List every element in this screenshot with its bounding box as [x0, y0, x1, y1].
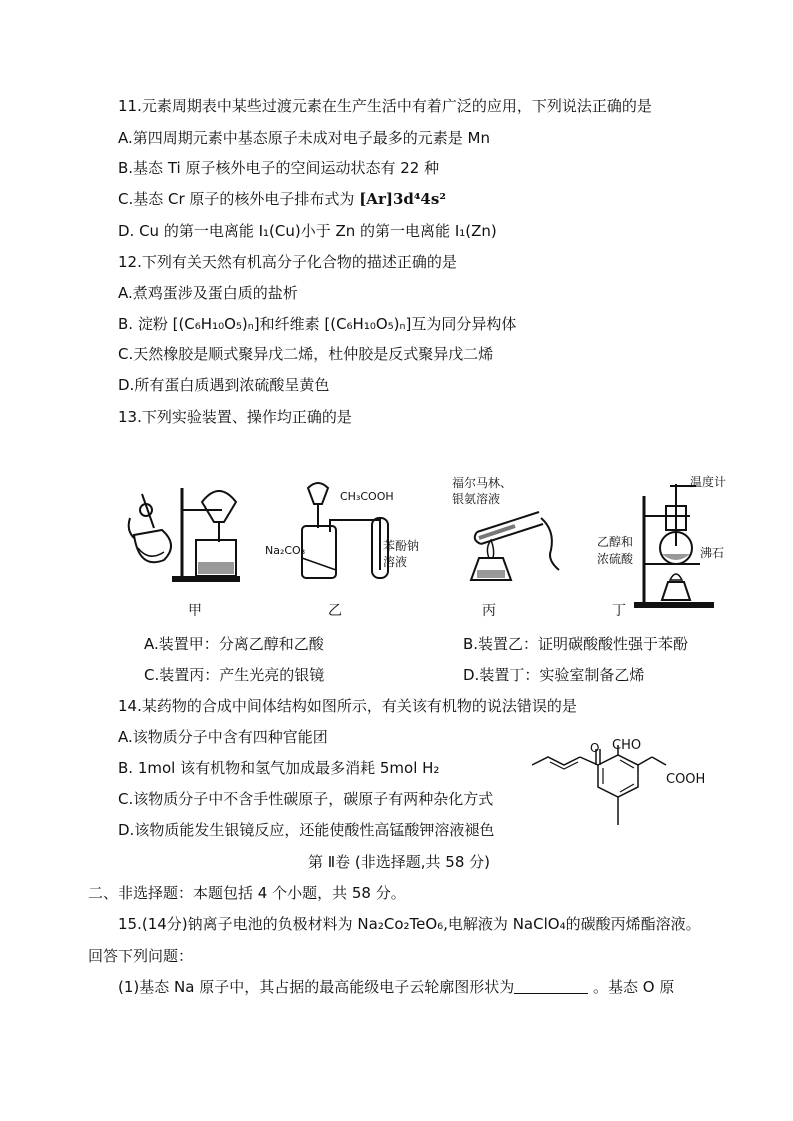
q11-option-b: B.基态 Ti 原子核外电子的空间运动状态有 22 种: [118, 159, 440, 177]
q14-option-b: B. 1mol 该有机物和氢气加成最多消耗 5mol H₂: [118, 759, 440, 777]
q15-part-1: [118, 977, 674, 997]
label-na2co3: Na₂CO₃: [265, 544, 306, 557]
q14-stem: 14.某药物的合成中间体结构如图所示，有关该有机物的说法错误的是: [118, 697, 577, 715]
label-ch3cooh: CH₃COOH: [340, 490, 394, 503]
q14-option-d: D.该物质能发生银镜反应，还能使酸性高锰酸钾溶液褪色: [118, 821, 495, 839]
label-thermometer: 温度计: [690, 475, 727, 489]
q12-option-c: C.天然橡胶是顺式聚异戊二烯，杜仲胶是反式聚异戊二烯: [118, 345, 494, 363]
q11-option-c-formula: [Ar]3d⁴4s²: [359, 190, 446, 208]
q12-option-b: B. 淀粉 [(C₆H₁₀O₅)ₙ]和纤维素 [(C₆H₁₀O₅)ₙ]互为同分异构体: [118, 315, 517, 333]
q15-stem-line-1: 15.(14分)钠离子电池的负极材料为 Na₂Co₂TeO₆,电解液为 NaClO₄的碳酸丙烯酯溶液。: [118, 915, 701, 933]
q13-stem: 13.下列实验装置、操作均正确的是: [118, 408, 352, 426]
q12-stem: 12.下列有关天然有机高分子化合物的描述正确的是: [118, 253, 457, 271]
label-boiling-chips: 沸石: [700, 546, 725, 560]
apparatus-jia-figure: [124, 480, 249, 585]
q14-option-a: A.该物质分子中含有四种官能团: [118, 728, 328, 746]
q15-part-1-tail: 。基态 O 原: [588, 978, 675, 996]
caption-yi: 乙: [328, 603, 342, 619]
section-2-title: 第 Ⅱ卷 (非选择题,共 58 分): [308, 853, 491, 871]
q11-option-c: [118, 189, 446, 209]
caption-jia: 甲: [188, 603, 202, 619]
q13-option-d: D.装置丁：实验室制备乙烯: [463, 666, 645, 684]
q13-option-c: C.装置丙：产生光亮的银镜: [144, 666, 325, 684]
structure-cho: CHO: [612, 738, 642, 753]
q15-part-1-text: (1)基态 Na 原子中，其占据的最高能级电子云轮廓图形状为: [118, 978, 515, 996]
section-2-heading: 二、非选择题：本题包括 4 个小题，共 58 分。: [88, 884, 406, 902]
caption-bing: 丙: [482, 603, 496, 619]
apparatus-bing-figure: [455, 500, 570, 585]
label-phenoxide-2: 溶液: [383, 555, 408, 569]
q12-option-a: A.煮鸡蛋涉及蛋白质的盐析: [118, 284, 298, 302]
q13-option-b: B.装置乙：证明碳酸酸性强于苯酚: [463, 635, 689, 653]
q13-option-a: A.装置甲：分离乙醇和乙酸: [144, 635, 324, 653]
structure-oxygen: O: [590, 741, 600, 755]
q15-stem-line-2: 回答下列问题：: [88, 947, 194, 965]
q11-option-a: A.第四周期元素中基态原子未成对电子最多的元素是 Mn: [118, 129, 490, 147]
q12-option-d: D.所有蛋白质遇到浓硫酸呈黄色: [118, 376, 330, 394]
label-silver-ammonia: 银氨溶液: [452, 492, 501, 506]
caption-ding: 丁: [612, 603, 626, 619]
q11-stem: 11.元素周期表中某些过渡元素在生产生活中有着广泛的应用，下列说法正确的是: [118, 97, 652, 115]
q14-option-c: C.该物质分子中不含手性碳原子，碳原子有两种杂化方式: [118, 790, 494, 808]
q11-option-d: D. Cu 的第一电离能 I₁(Cu)小于 Zn 的第一电离能 I₁(Zn): [118, 222, 497, 240]
label-formalin: 福尔马林、: [452, 476, 513, 490]
answer-blank[interactable]: [514, 979, 588, 994]
label-ethanol: 乙醇和: [597, 535, 634, 549]
q11-option-c-text: C.基态 Cr 原子的核外电子排布式为: [118, 190, 360, 208]
label-phenoxide-1: 苯酚钠: [383, 539, 420, 553]
structure-cooh: COOH: [666, 772, 706, 787]
label-sulfuric-acid: 浓硫酸: [597, 552, 634, 566]
